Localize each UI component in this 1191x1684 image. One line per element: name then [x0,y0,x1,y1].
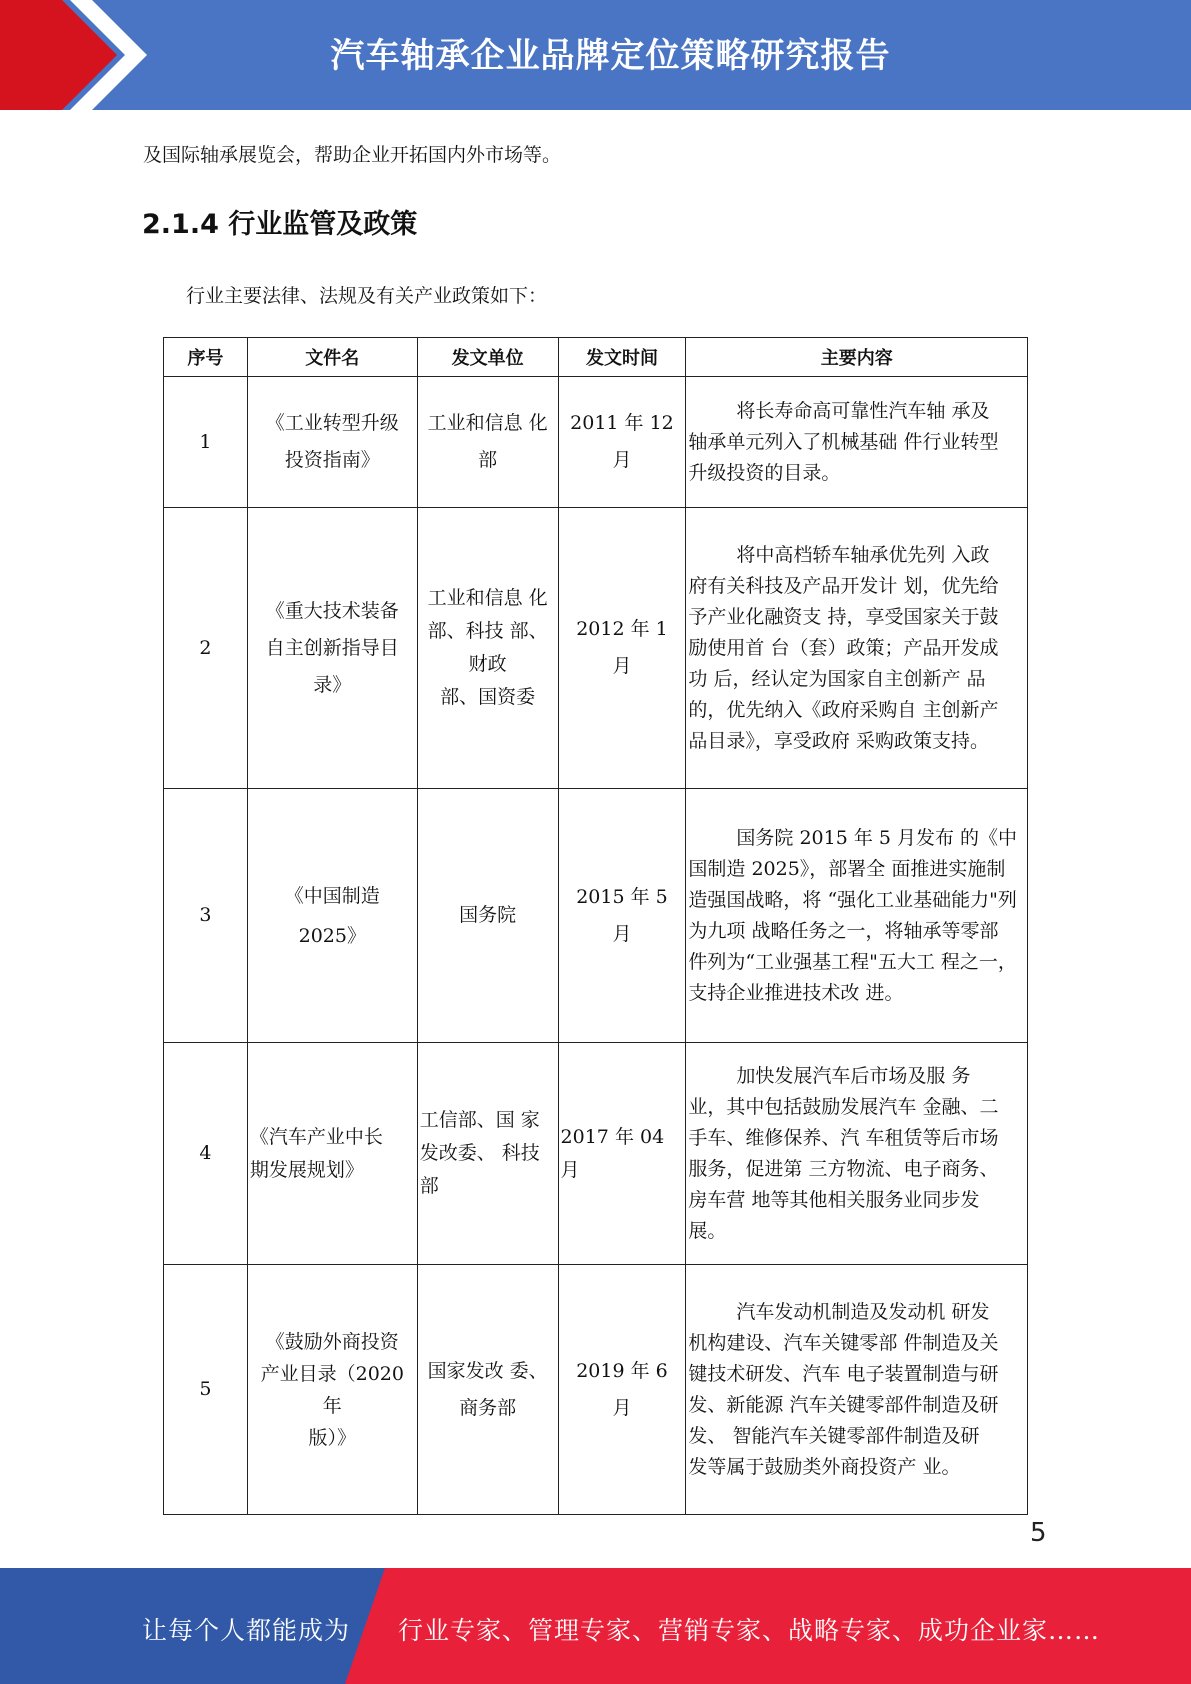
text-line: 部 [419,1175,439,1197]
top-paragraph: 及国际轴承展览会，帮助企业开拓国内外市场等。 [143,144,562,166]
text-line: 为九项 战略任务之一，将轴承等零部 [688,919,999,942]
section-heading: 2.1.4 行业监管及政策 [142,209,418,240]
text-line: 造强国战略，将 “强化工业基础能力"列 [688,888,1017,911]
cell-issuer [417,789,558,1043]
table-row [164,1265,1028,1515]
cell-issuer [417,1265,558,1515]
header-no: 序号 [164,338,248,377]
text-line: 2019 年 6 [576,1359,668,1382]
text-line: 手车、维修保养、汽 车租赁等后市场 [688,1126,999,1149]
text-line: 予产业化融资支 持，享受国家关于鼓 [688,605,999,628]
cell-main-content [686,1043,1028,1265]
text-line: 机构建设、汽车关键零部 件制造及关 [688,1331,999,1354]
text-line: 业，其中包括鼓励发展汽车 金融、二 [688,1095,999,1118]
text-line: 月 [560,1158,580,1181]
text-line: 《鼓励外商投资 [265,1330,399,1353]
text-line: 2012 年 1 [576,618,668,640]
cell-no: 2 [164,508,248,789]
text-line: 展。 [688,1219,727,1242]
text-line: 加快发展汽车后市场及服 务 [736,1064,971,1087]
header-document-name: 文件名 [247,338,417,377]
text-line: 功 后，经认定为国家自主创新产 品 [688,667,986,690]
cell-issuer [417,1043,558,1265]
header-main-content: 主要内容 [686,338,1028,377]
table-header-row [164,338,1028,377]
text-line: 月 [612,449,632,471]
text-line: 将长寿命高可靠性汽车轴 承及 [736,399,990,422]
footer-slogan-right: 行业专家、管理专家、营销专家、战略专家、成功企业家…… [398,1616,1101,1645]
text-line: 励使用首 台（套）政策；产品开发成 [688,636,999,659]
intro-paragraph: 行业主要法律、法规及有关产业政策如下： [186,285,548,307]
policy-table [163,337,1028,1515]
table-row [164,377,1028,508]
text-line: 府有关科技及产品开发计 划，优先给 [688,574,999,597]
cell-main-content [686,789,1028,1043]
text-line: 《重大技术装备 [265,599,399,622]
text-line: 的，优先纳入《政府采购自 主创新产 [688,698,999,721]
table-row [164,508,1028,789]
text-line: 轴承单元列入了机械基础 件行业转型 [688,430,999,453]
cell-document-name [247,508,417,789]
text-line: 2015 年 5 [576,885,668,908]
text-line: 国务院 [459,904,517,926]
text-line: 投资指南》 [284,449,380,471]
cell-issue-date [558,508,686,789]
cell-document-name [247,789,417,1043]
text-line: 国家发改 委、 [427,1359,548,1382]
page-number: 5 [1030,1518,1047,1548]
text-line: 发改委、 科技 [419,1142,540,1164]
cell-issue-date [558,789,686,1043]
text-line: 工业和信息 化 [427,412,548,434]
text-line: 部 [478,449,498,471]
text-line: 部、科技 部、 [427,620,548,642]
cell-main-content [686,377,1028,508]
text-line: 键技术研发、汽车 电子装置制造与研 [688,1362,999,1385]
cell-main-content [686,1265,1028,1515]
page-header [0,0,1191,110]
cell-no: 1 [164,377,248,508]
text-line: 件列为“工业强基工程"五大工 程之一， [688,950,1017,973]
text-line: 发、 智能汽车关键零部件制造及研 [688,1424,980,1447]
cell-no: 5 [164,1265,248,1515]
text-line: 工业和信息 化 [427,587,548,609]
text-line: 产业目录（2020 年 [260,1362,404,1417]
table-continuation-mask [160,1515,1032,1525]
text-line: 服务，促进第 三方物流、电子商务、 [688,1157,999,1180]
cell-no: 3 [164,789,248,1043]
cell-document-name [247,377,417,508]
cell-issue-date [558,1265,686,1515]
header-issue-date: 发文时间 [558,338,686,377]
text-line: 升级投资的目录。 [688,461,841,484]
cell-issuer [417,508,558,789]
text-line: 发等属于鼓励类外商投资产 业。 [688,1455,961,1478]
header-issuer: 发文单位 [417,338,558,377]
text-line: 版）》 [308,1426,357,1449]
cell-issue-date [558,1043,686,1265]
text-line: 将中高档轿车轴承优先列 入政 [736,543,990,566]
cell-issuer [417,377,558,508]
table-row [164,789,1028,1043]
text-line: 国务院 2015 年 5 月发布 的《中 [736,826,1018,849]
text-line: 月 [612,922,632,945]
cell-document-name [247,1265,417,1515]
text-line: 《汽车产业中长 [249,1125,383,1148]
text-line: 支持企业推进技术改 进。 [688,981,904,1004]
text-line: 月 [612,655,632,677]
cell-no: 4 [164,1043,248,1265]
text-line: 品目录》，享受政府 采购政策支持。 [688,729,989,752]
text-line: 自主创新指导目 [265,636,399,659]
report-title: 汽车轴承企业品牌定位策略研究报告 [330,36,891,76]
text-line: 发、新能源 汽车关键零部件制造及研 [688,1393,999,1416]
cell-issue-date [558,377,686,508]
table-row [164,1043,1028,1265]
text-line: 录》 [313,673,352,696]
cell-document-name [247,1043,417,1265]
footer-slogan-left: 让每个人都能成为 [142,1616,351,1645]
text-line: 房车营 地等其他相关服务业同步发 [688,1188,980,1211]
text-line: 月 [612,1396,632,1419]
text-line: 商务部 [459,1396,517,1419]
cell-main-content [686,508,1028,789]
text-line: 2025》 [298,924,366,947]
text-line: 汽车发动机制造及发动机 研发 [736,1300,990,1323]
page-footer [0,1568,1191,1684]
text-line: 期发展规划》 [249,1158,364,1181]
text-line: 2017 年 04 [560,1125,665,1148]
text-line: 财政 [468,653,507,675]
text-line: 工信部、国 家 [419,1109,540,1131]
text-line: 部、国资委 [440,686,536,708]
text-line: 国制造 2025》，部署全 面推进实施制 [688,857,1006,880]
text-line: 《工业转型升级 [265,412,399,434]
text-line: 2011 年 12 [570,412,674,434]
text-line: 《中国制造 [284,884,380,907]
